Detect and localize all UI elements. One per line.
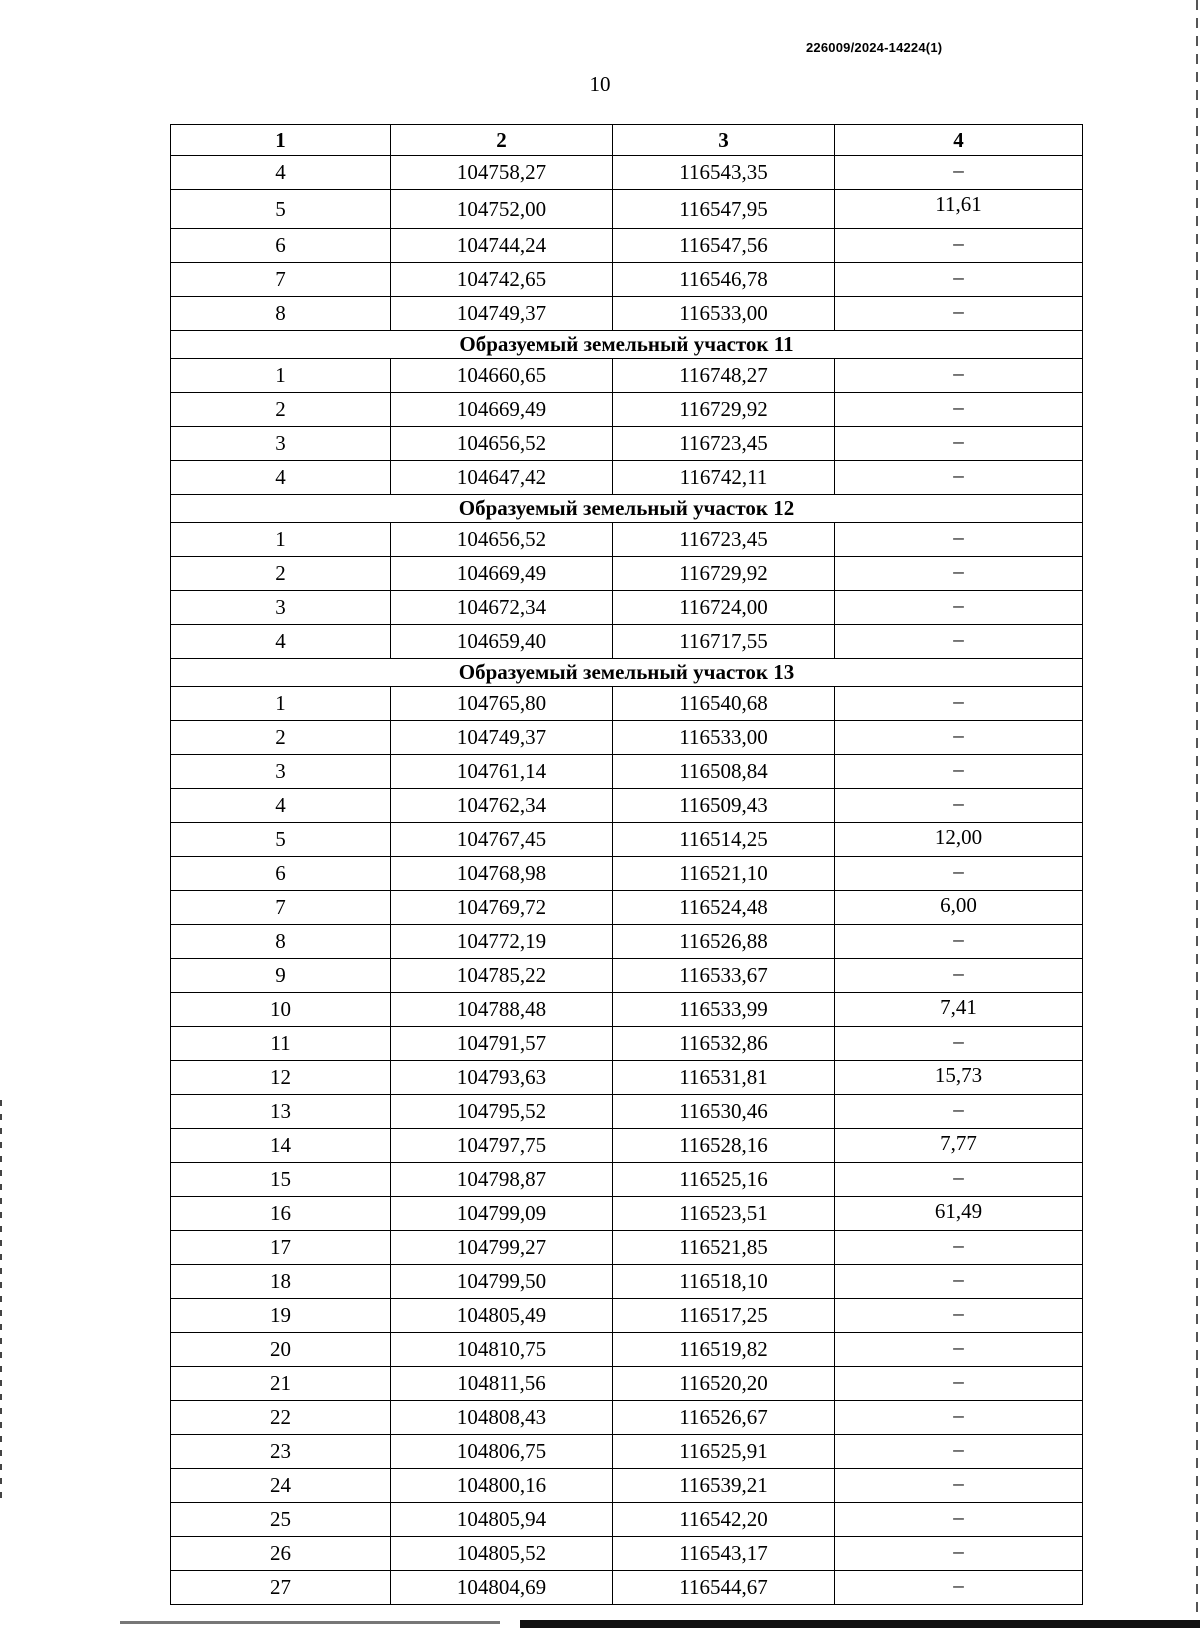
distance-cell: – (835, 461, 1083, 495)
y-coordinate-cell: 116517,25 (613, 1299, 835, 1333)
y-coordinate-cell: 116547,95 (613, 190, 835, 229)
y-coordinate-cell: 116519,82 (613, 1333, 835, 1367)
distance-cell: – (835, 156, 1083, 190)
point-number-cell: 4 (171, 156, 391, 190)
x-coordinate-cell: 104660,65 (391, 359, 613, 393)
table-row (171, 1333, 1083, 1367)
y-coordinate-cell: 116514,25 (613, 823, 835, 857)
x-coordinate-cell: 104793,63 (391, 1061, 613, 1095)
distance-cell: – (835, 755, 1083, 789)
distance-cell: – (835, 925, 1083, 959)
distance-cell: 11,61 (835, 190, 1083, 229)
y-coordinate-cell: 116524,48 (613, 891, 835, 925)
table-row (171, 959, 1083, 993)
y-coordinate-cell: 116546,78 (613, 263, 835, 297)
point-number-cell: 3 (171, 755, 391, 789)
y-coordinate-cell: 116526,88 (613, 925, 835, 959)
x-coordinate-cell: 104656,52 (391, 427, 613, 461)
section-title: Образуемый земельный участок 12 (171, 495, 1083, 523)
point-number-cell: 7 (171, 891, 391, 925)
table-row (171, 591, 1083, 625)
y-coordinate-cell: 116521,85 (613, 1231, 835, 1265)
distance-cell: – (835, 1537, 1083, 1571)
x-coordinate-cell: 104669,49 (391, 557, 613, 591)
x-coordinate-cell: 104752,00 (391, 190, 613, 229)
x-coordinate-cell: 104795,52 (391, 1095, 613, 1129)
x-coordinate-cell: 104808,43 (391, 1401, 613, 1435)
x-coordinate-cell: 104749,37 (391, 297, 613, 331)
point-number-cell: 1 (171, 687, 391, 721)
x-coordinate-cell: 104788,48 (391, 993, 613, 1027)
table-row (171, 393, 1083, 427)
distance-cell: – (835, 857, 1083, 891)
distance-cell: – (835, 1469, 1083, 1503)
distance-cell: – (835, 523, 1083, 557)
x-coordinate-cell: 104806,75 (391, 1435, 613, 1469)
x-coordinate-cell: 104791,57 (391, 1027, 613, 1061)
header-col-4: 4 (835, 125, 1083, 156)
coordinates-table (170, 124, 1083, 1605)
point-number-cell: 4 (171, 625, 391, 659)
scan-edge-artifact-left (0, 1100, 2, 1500)
table-row (171, 557, 1083, 591)
y-coordinate-cell: 116526,67 (613, 1401, 835, 1435)
table-row (171, 190, 1083, 229)
x-coordinate-cell: 104767,45 (391, 823, 613, 857)
distance-cell: – (835, 1265, 1083, 1299)
y-coordinate-cell: 116530,46 (613, 1095, 835, 1129)
distance-cell: 7,41 (835, 993, 1083, 1027)
x-coordinate-cell: 104797,75 (391, 1129, 613, 1163)
x-coordinate-cell: 104659,40 (391, 625, 613, 659)
y-coordinate-cell: 116533,00 (613, 297, 835, 331)
point-number-cell: 19 (171, 1299, 391, 1333)
table-row (171, 1367, 1083, 1401)
y-coordinate-cell: 116540,68 (613, 687, 835, 721)
table-row (171, 1469, 1083, 1503)
document-id: 226009/2024-14224(1) (806, 40, 943, 55)
point-number-cell: 12 (171, 1061, 391, 1095)
table-row (171, 925, 1083, 959)
table-row (171, 1129, 1083, 1163)
x-coordinate-cell: 104762,34 (391, 789, 613, 823)
table-row (171, 857, 1083, 891)
table-row (171, 461, 1083, 495)
table-row (171, 789, 1083, 823)
table-row (171, 1197, 1083, 1231)
table-row (171, 427, 1083, 461)
point-number-cell: 15 (171, 1163, 391, 1197)
table-row (171, 721, 1083, 755)
distance-cell: – (835, 1435, 1083, 1469)
point-number-cell: 24 (171, 1469, 391, 1503)
y-coordinate-cell: 116748,27 (613, 359, 835, 393)
y-coordinate-cell: 116509,43 (613, 789, 835, 823)
section-title-row (171, 331, 1083, 359)
table-row (171, 229, 1083, 263)
table-row (171, 1571, 1083, 1605)
y-coordinate-cell: 116543,35 (613, 156, 835, 190)
x-coordinate-cell: 104744,24 (391, 229, 613, 263)
distance-cell: – (835, 263, 1083, 297)
point-number-cell: 21 (171, 1367, 391, 1401)
y-coordinate-cell: 116525,91 (613, 1435, 835, 1469)
table-row (171, 1163, 1083, 1197)
table-row (171, 1231, 1083, 1265)
x-coordinate-cell: 104785,22 (391, 959, 613, 993)
point-number-cell: 5 (171, 190, 391, 229)
point-number-cell: 18 (171, 1265, 391, 1299)
distance-cell: – (835, 393, 1083, 427)
coordinates-table-wrapper (170, 124, 1082, 1605)
x-coordinate-cell: 104805,52 (391, 1537, 613, 1571)
point-number-cell: 6 (171, 857, 391, 891)
distance-cell: – (835, 687, 1083, 721)
distance-cell: 7,77 (835, 1129, 1083, 1163)
x-coordinate-cell: 104765,80 (391, 687, 613, 721)
distance-cell: – (835, 229, 1083, 263)
table-row (171, 1401, 1083, 1435)
y-coordinate-cell: 116729,92 (613, 393, 835, 427)
table-row (171, 1537, 1083, 1571)
distance-cell: – (835, 1333, 1083, 1367)
table-row (171, 823, 1083, 857)
table-row (171, 263, 1083, 297)
header-col-3: 3 (613, 125, 835, 156)
distance-cell: – (835, 557, 1083, 591)
table-row (171, 755, 1083, 789)
section-title-row (171, 495, 1083, 523)
x-coordinate-cell: 104768,98 (391, 857, 613, 891)
table-row (171, 1061, 1083, 1095)
point-number-cell: 7 (171, 263, 391, 297)
table-row (171, 993, 1083, 1027)
point-number-cell: 6 (171, 229, 391, 263)
x-coordinate-cell: 104672,34 (391, 591, 613, 625)
table-row (171, 1435, 1083, 1469)
point-number-cell: 2 (171, 721, 391, 755)
x-coordinate-cell: 104800,16 (391, 1469, 613, 1503)
distance-cell: – (835, 591, 1083, 625)
y-coordinate-cell: 116717,55 (613, 625, 835, 659)
x-coordinate-cell: 104761,14 (391, 755, 613, 789)
x-coordinate-cell: 104805,49 (391, 1299, 613, 1333)
table-row (171, 359, 1083, 393)
x-coordinate-cell: 104804,69 (391, 1571, 613, 1605)
distance-cell: – (835, 1299, 1083, 1333)
distance-cell: 61,49 (835, 1197, 1083, 1231)
x-coordinate-cell: 104799,50 (391, 1265, 613, 1299)
y-coordinate-cell: 116533,67 (613, 959, 835, 993)
y-coordinate-cell: 116523,51 (613, 1197, 835, 1231)
point-number-cell: 26 (171, 1537, 391, 1571)
distance-cell: – (835, 1231, 1083, 1265)
table-row (171, 625, 1083, 659)
distance-cell: – (835, 1367, 1083, 1401)
point-number-cell: 1 (171, 523, 391, 557)
y-coordinate-cell: 116543,17 (613, 1537, 835, 1571)
section-title: Образуемый земельный участок 11 (171, 331, 1083, 359)
distance-cell: – (835, 427, 1083, 461)
table-row (171, 891, 1083, 925)
y-coordinate-cell: 116542,20 (613, 1503, 835, 1537)
distance-cell: – (835, 1095, 1083, 1129)
scan-bottom-artifact-left (120, 1621, 500, 1624)
distance-cell: – (835, 297, 1083, 331)
distance-cell: – (835, 1571, 1083, 1605)
x-coordinate-cell: 104805,94 (391, 1503, 613, 1537)
y-coordinate-cell: 116531,81 (613, 1061, 835, 1095)
scan-edge-artifact-right (1196, 0, 1198, 1628)
table-row (171, 1299, 1083, 1333)
table-row (171, 1095, 1083, 1129)
x-coordinate-cell: 104669,49 (391, 393, 613, 427)
distance-cell: – (835, 1503, 1083, 1537)
y-coordinate-cell: 116742,11 (613, 461, 835, 495)
y-coordinate-cell: 116533,00 (613, 721, 835, 755)
y-coordinate-cell: 116723,45 (613, 427, 835, 461)
y-coordinate-cell: 116729,92 (613, 557, 835, 591)
distance-cell: – (835, 959, 1083, 993)
distance-cell: – (835, 1027, 1083, 1061)
x-coordinate-cell: 104810,75 (391, 1333, 613, 1367)
y-coordinate-cell: 116723,45 (613, 523, 835, 557)
page-number: 10 (589, 72, 611, 96)
point-number-cell: 22 (171, 1401, 391, 1435)
table-row (171, 297, 1083, 331)
point-number-cell: 8 (171, 297, 391, 331)
y-coordinate-cell: 116528,16 (613, 1129, 835, 1163)
point-number-cell: 4 (171, 789, 391, 823)
table-row (171, 523, 1083, 557)
x-coordinate-cell: 104742,65 (391, 263, 613, 297)
x-coordinate-cell: 104811,56 (391, 1367, 613, 1401)
distance-cell: – (835, 721, 1083, 755)
point-number-cell: 20 (171, 1333, 391, 1367)
x-coordinate-cell: 104656,52 (391, 523, 613, 557)
table-row (171, 1503, 1083, 1537)
x-coordinate-cell: 104769,72 (391, 891, 613, 925)
y-coordinate-cell: 116724,00 (613, 591, 835, 625)
point-number-cell: 16 (171, 1197, 391, 1231)
table-row (171, 687, 1083, 721)
y-coordinate-cell: 116532,86 (613, 1027, 835, 1061)
section-title-row (171, 659, 1083, 687)
y-coordinate-cell: 116508,84 (613, 755, 835, 789)
point-number-cell: 3 (171, 427, 391, 461)
x-coordinate-cell: 104772,19 (391, 925, 613, 959)
point-number-cell: 27 (171, 1571, 391, 1605)
point-number-cell: 2 (171, 393, 391, 427)
point-number-cell: 5 (171, 823, 391, 857)
x-coordinate-cell: 104749,37 (391, 721, 613, 755)
point-number-cell: 1 (171, 359, 391, 393)
x-coordinate-cell: 104647,42 (391, 461, 613, 495)
point-number-cell: 13 (171, 1095, 391, 1129)
y-coordinate-cell: 116539,21 (613, 1469, 835, 1503)
distance-cell: 12,00 (835, 823, 1083, 857)
distance-cell: 15,73 (835, 1061, 1083, 1095)
point-number-cell: 9 (171, 959, 391, 993)
y-coordinate-cell: 116520,20 (613, 1367, 835, 1401)
x-coordinate-cell: 104798,87 (391, 1163, 613, 1197)
distance-cell: 6,00 (835, 891, 1083, 925)
distance-cell: – (835, 1401, 1083, 1435)
x-coordinate-cell: 104758,27 (391, 156, 613, 190)
distance-cell: – (835, 789, 1083, 823)
point-number-cell: 2 (171, 557, 391, 591)
point-number-cell: 17 (171, 1231, 391, 1265)
point-number-cell: 14 (171, 1129, 391, 1163)
y-coordinate-cell: 116525,16 (613, 1163, 835, 1197)
section-title: Образуемый земельный участок 13 (171, 659, 1083, 687)
x-coordinate-cell: 104799,27 (391, 1231, 613, 1265)
point-number-cell: 23 (171, 1435, 391, 1469)
table-row (171, 156, 1083, 190)
y-coordinate-cell: 116518,10 (613, 1265, 835, 1299)
table-row (171, 1027, 1083, 1061)
y-coordinate-cell: 116547,56 (613, 229, 835, 263)
header-col-2: 2 (391, 125, 613, 156)
header-col-1: 1 (171, 125, 391, 156)
point-number-cell: 11 (171, 1027, 391, 1061)
distance-cell: – (835, 1163, 1083, 1197)
distance-cell: – (835, 359, 1083, 393)
distance-cell: – (835, 625, 1083, 659)
table-row (171, 1265, 1083, 1299)
point-number-cell: 4 (171, 461, 391, 495)
scan-bottom-artifact (520, 1620, 1200, 1628)
y-coordinate-cell: 116544,67 (613, 1571, 835, 1605)
point-number-cell: 10 (171, 993, 391, 1027)
point-number-cell: 8 (171, 925, 391, 959)
x-coordinate-cell: 104799,09 (391, 1197, 613, 1231)
point-number-cell: 3 (171, 591, 391, 625)
table-header-row (171, 125, 1083, 156)
y-coordinate-cell: 116521,10 (613, 857, 835, 891)
point-number-cell: 25 (171, 1503, 391, 1537)
y-coordinate-cell: 116533,99 (613, 993, 835, 1027)
